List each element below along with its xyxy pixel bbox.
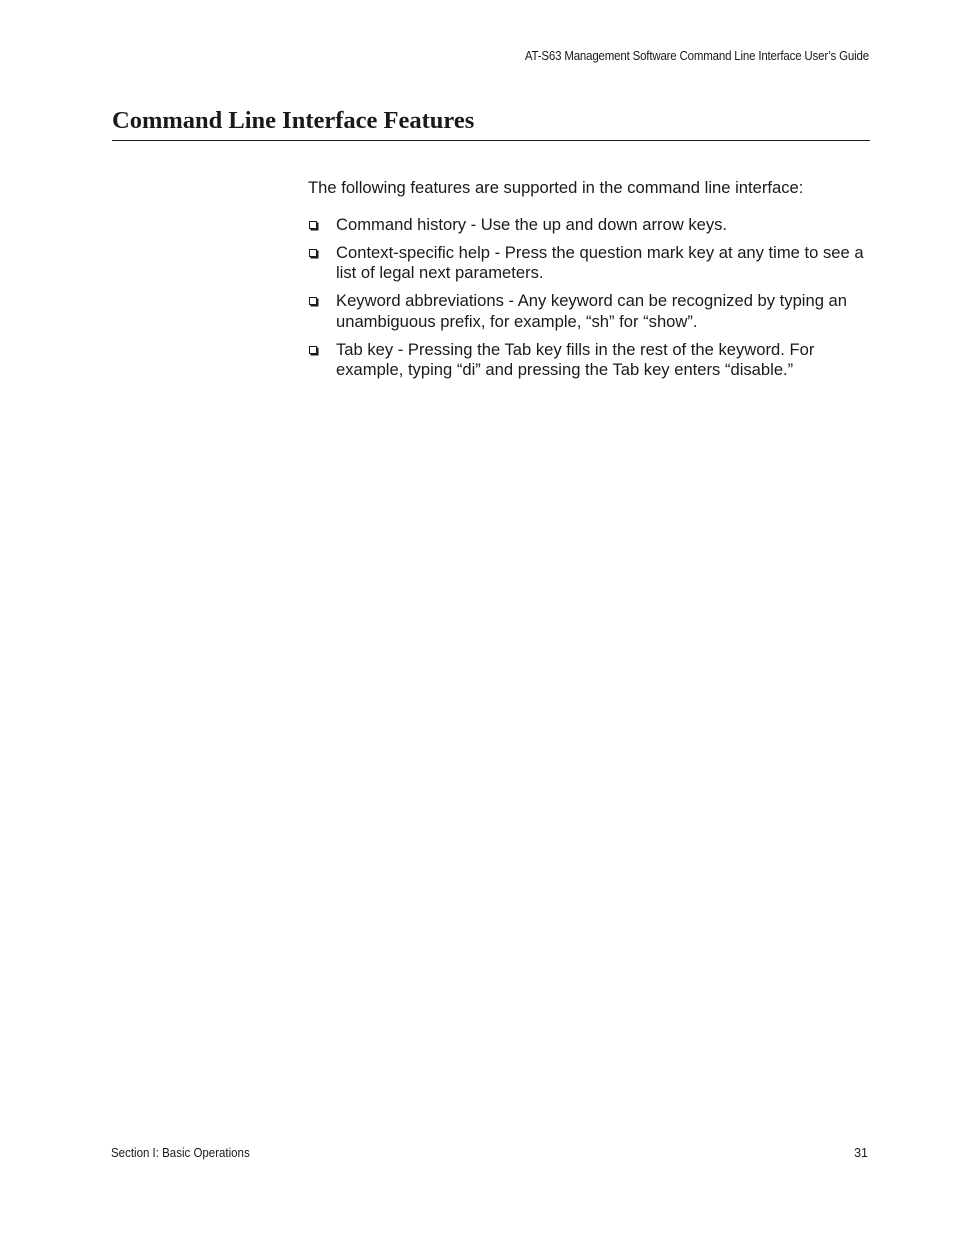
feature-text: Context-specific help - Press the question mark key at any time to see a list of legal next parameters. bbox=[336, 242, 864, 282]
feature-item-tab-key bbox=[308, 340, 870, 381]
running-header: AT-S63 Management Software Command Line Interface User’s Guide bbox=[525, 49, 869, 63]
section-title: Command Line Interface Features bbox=[112, 106, 870, 141]
feature-item-command-history bbox=[308, 215, 870, 236]
feature-text: Keyword abbreviations - Any keyword can be recognized by typing an unambiguous prefix, for example, “sh” for “show”. bbox=[336, 291, 848, 331]
checkbox-bullet-icon bbox=[309, 249, 317, 257]
checkbox-bullet-icon bbox=[309, 346, 317, 354]
page-number: 31 bbox=[854, 1146, 868, 1160]
feature-text: Command history - Use the up and down arrow keys. bbox=[336, 214, 728, 234]
feature-item-keyword-abbreviations bbox=[308, 291, 870, 332]
checkbox-bullet-icon bbox=[309, 221, 317, 229]
section-body bbox=[308, 178, 870, 388]
feature-item-context-help bbox=[308, 243, 870, 284]
checkbox-bullet-icon bbox=[309, 297, 317, 305]
feature-text: Tab key - Pressing the Tab key fills in the rest of the keyword. For example, typing “di” and pressing the Tab key enters “disable.” bbox=[336, 339, 815, 379]
footer-section-label: Section I: Basic Operations bbox=[111, 1146, 250, 1160]
feature-list bbox=[308, 215, 870, 381]
intro-paragraph: The following features are supported in the command line interface: bbox=[308, 178, 804, 197]
